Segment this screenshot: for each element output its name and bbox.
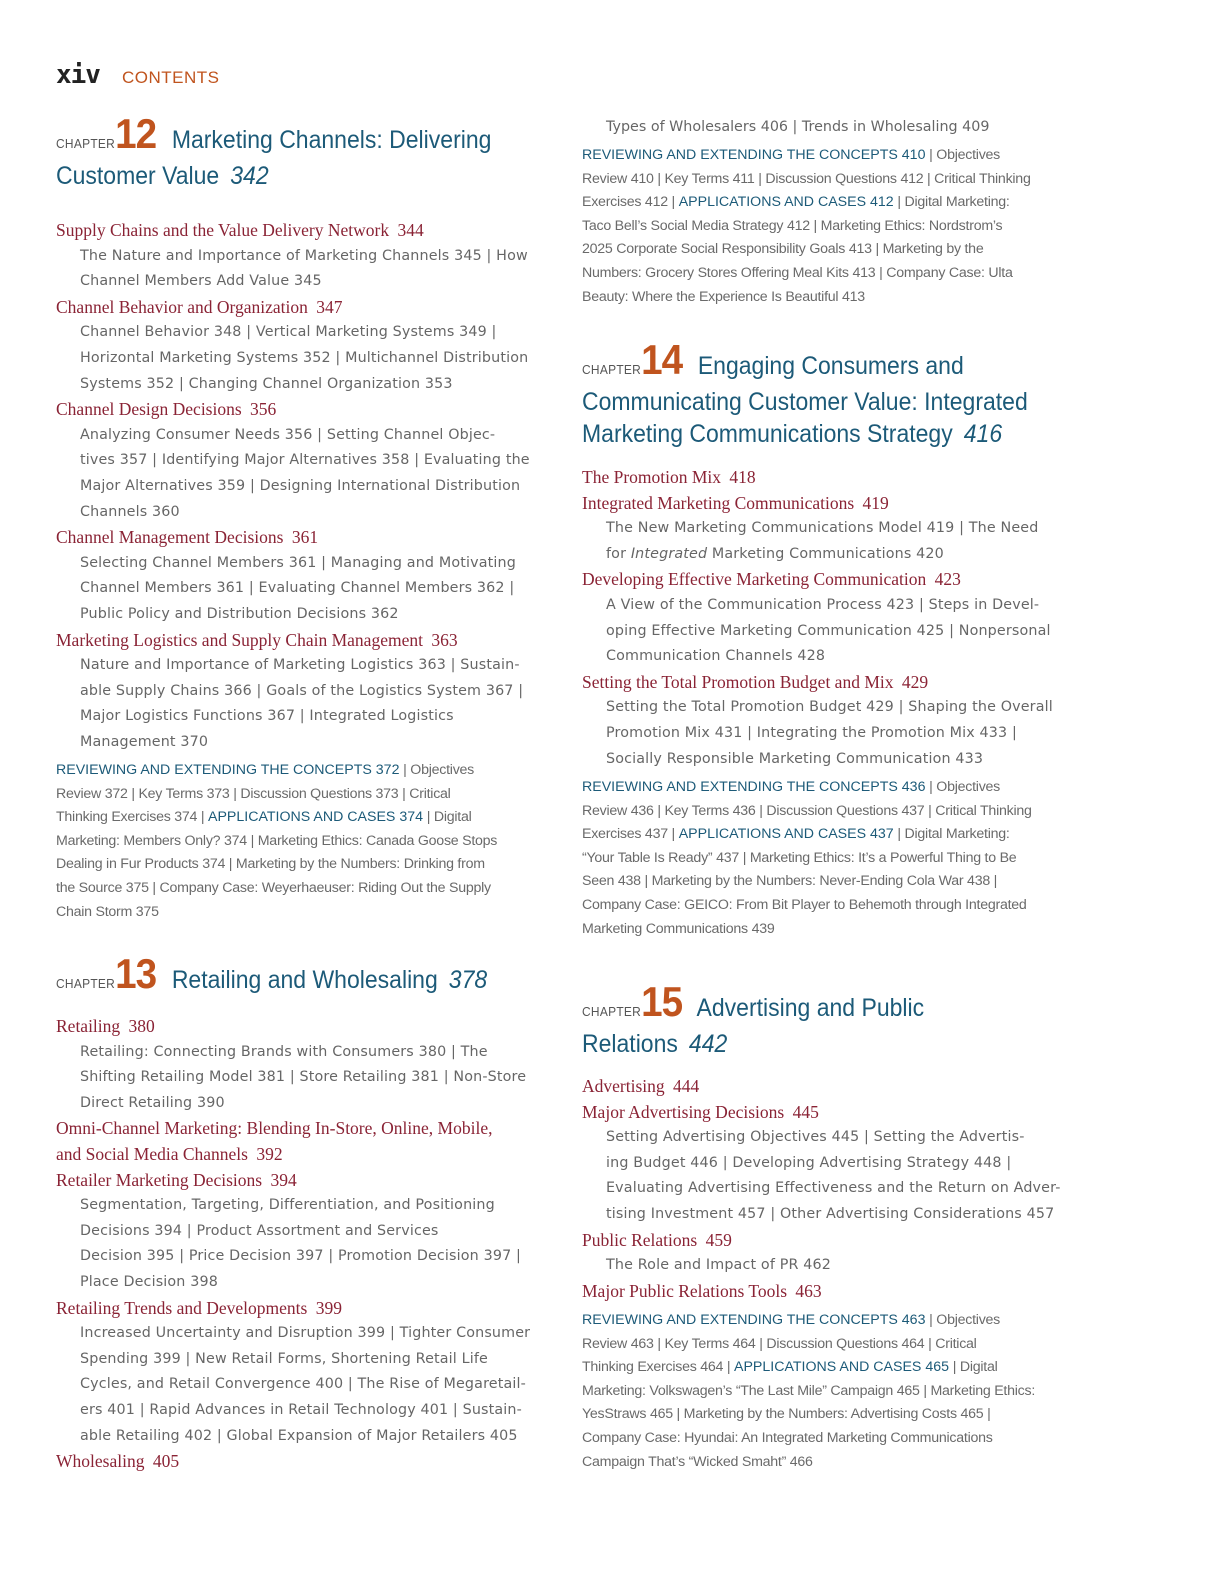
section-page: 394: [270, 1169, 297, 1190]
chapter-15-heading[interactable]: [582, 978, 1077, 1060]
subtopic-line: Direct Retailing 390: [80, 1094, 225, 1111]
section-title: Supply Chains and the Value Delivery Network: [56, 220, 390, 240]
section-page: 459: [705, 1229, 732, 1250]
subtopic-line: Nature and Importance of Marketing Logistics 363 | Sustain-: [80, 657, 520, 674]
chapter-15-sections: [582, 1074, 1077, 1304]
toc-section[interactable]: [56, 525, 551, 551]
toc-section[interactable]: [582, 1100, 1077, 1126]
chapter-title-line: Communicating Customer Value: Integrated: [582, 388, 1028, 416]
chapter-13-sections: [56, 1014, 551, 1475]
section-title: Developing Effective Marketing Communication: [582, 569, 927, 590]
review-line: Thinking Exercises 374 | APPLICATIONS AND CASES 374 | Digital: [56, 809, 472, 826]
review-line: “Your Table Is Ready” 437 | Marketing Ethics: It’s a Powerful Thing to Be: [582, 849, 1017, 866]
section-title: Advertising: [582, 1076, 665, 1096]
chapter-label: CHAPTER: [582, 1004, 642, 1019]
toc-section[interactable]: [582, 670, 1077, 696]
toc-section[interactable]: [56, 1296, 551, 1322]
subtopic-line: The New Marketing Communications Model 419 | The Need: [606, 520, 1039, 537]
section-title: The Promotion Mix: [582, 467, 722, 487]
section-title: Integrated Marketing Communications: [582, 492, 855, 513]
section-page: 429: [901, 671, 929, 692]
review-line: Marketing: Volkswagen’s “The Last Mile” Campaign 465 | Marketing Ethics:: [582, 1382, 1036, 1399]
section-title: Major Advertising Decisions: [582, 1101, 785, 1122]
subtopic-line: able Supply Chains 366 | Goals of the Logistics System 367 |: [80, 682, 524, 699]
subtopic-line: tives 357 | Identifying Major Alternatives 358 | Evaluating the: [80, 452, 530, 469]
subtopic-line: Decision 395 | Price Decision 397 | Promotion Decision 397 |: [80, 1248, 521, 1265]
toc-section[interactable]: [582, 465, 1077, 491]
review-line: YesStraws 465 | Marketing by the Numbers: Advertising Costs 465 |: [582, 1406, 991, 1423]
chapter-12-sections: [56, 218, 551, 755]
subtopic-line: Channel Members Add Value 345: [80, 273, 322, 290]
section-page: 463: [795, 1280, 822, 1301]
subtopic-line: The Nature and Importance of Marketing Channels 345 | How: [80, 247, 528, 264]
subtopic-line: Horizontal Marketing Systems 352 | Multichannel Distribution: [80, 349, 529, 366]
toc-section[interactable]: [56, 295, 551, 321]
chapter-13-continued: [582, 115, 1077, 141]
chapter-title-line: Engaging Consumers and: [697, 352, 964, 380]
chapter-12-title: [56, 110, 553, 192]
chapter-number: 13: [115, 950, 157, 997]
review-line: Review 372 | Key Terms 373 | Discussion Questions 373 | Critical: [56, 785, 451, 802]
running-head: [56, 60, 219, 90]
chapter-12-review: [56, 759, 551, 924]
review-line: Beauty: Where the Experience Is Beautiful 413: [582, 288, 865, 305]
chapter-title-line: Relations: [582, 1030, 678, 1058]
chapter-14-review: [582, 776, 1077, 941]
reviewing-concepts-link[interactable]: REVIEWING AND EXTENDING THE CONCEPTS 436: [582, 779, 926, 795]
chapter-13-title: [56, 950, 553, 1000]
review-line: Thinking Exercises 464 | APPLICATIONS AND CASES 465 | Digital: [582, 1359, 998, 1376]
section-title: Channel Design Decisions: [56, 399, 242, 420]
chapter-page: 442: [688, 1030, 728, 1058]
toc-section[interactable]: [582, 567, 1077, 593]
chapter-13-heading[interactable]: [56, 950, 551, 1000]
page-number: xiv: [56, 60, 100, 90]
subtopic-line: able Retailing 402 | Global Expansion of Major Retailers 405: [80, 1427, 518, 1444]
chapter-number: 14: [641, 336, 683, 383]
toc-section[interactable]: [56, 1449, 551, 1475]
subtopic-line: Selecting Channel Members 361 | Managing and Motivating: [80, 554, 516, 571]
section-title: Wholesaling: [56, 1451, 145, 1472]
review-line: Company Case: Hyundai: An Integrated Marketing Communications: [582, 1429, 993, 1446]
review-line: Marketing: Members Only? 374 | Marketing Ethics: Canada Goose Stops: [56, 832, 498, 849]
subtopic-line: Evaluating Advertising Effectiveness and the Return on Adver-: [606, 1180, 1061, 1197]
review-line: Dealing in Fur Products 374 | Marketing by the Numbers: Drinking from: [56, 856, 485, 873]
toc-section[interactable]: [56, 1116, 551, 1167]
review-line: Review 410 | Key Terms 411 | Discussion Questions 412 | Critical Thinking: [582, 170, 1031, 187]
section-title: Retailing Trends and Developments: [56, 1297, 308, 1318]
chapter-page: 378: [448, 966, 488, 994]
section-page: 361: [291, 527, 319, 548]
subtopic-line: Decisions 394 | Product Assortment and Services: [80, 1222, 439, 1239]
section-title: Major Public Relations Tools: [582, 1280, 788, 1301]
section-title: Setting the Total Promotion Budget and Mix: [582, 671, 894, 692]
toc-section[interactable]: [56, 628, 551, 654]
section-title: Marketing Logistics and Supply Chain Management: [56, 629, 423, 650]
subtopic-line: Promotion Mix 431 | Integrating the Promotion Mix 433 |: [606, 724, 1017, 741]
review-line: Taco Bell’s Social Media Strategy 412 | Marketing Ethics: Nordstrom’s: [582, 217, 1003, 234]
chapter-14-heading[interactable]: [582, 336, 1077, 450]
review-line: Numbers: Grocery Stores Offering Meal Kits 413 | Company Case: Ulta: [582, 264, 1013, 281]
chapter-label: CHAPTER: [56, 136, 116, 151]
subtopic-line: for Integrated Marketing Communications 420: [606, 545, 944, 562]
subtopic-line: Management 370: [80, 733, 209, 750]
section-page: 399: [315, 1297, 342, 1318]
section-page: 423: [934, 569, 961, 590]
section-title: Retailer Marketing Decisions: [56, 1169, 263, 1190]
subtopic-line: tising Investment 457 | Other Advertising Considerations 457: [606, 1205, 1055, 1222]
review-line: Campaign That’s “Wicked Smaht” 466: [582, 1453, 813, 1470]
section-title: Retailing: [56, 1016, 121, 1036]
chapter-title-line: Advertising and Public: [696, 994, 925, 1022]
subtopic-line: oping Effective Marketing Communication 425 | Nonpersonal: [606, 622, 1051, 639]
section-title: Public Relations: [582, 1229, 698, 1250]
review-line: Exercises 412 | APPLICATIONS AND CASES 412 | Digital Marketing:: [582, 194, 1010, 211]
review-line: REVIEWING AND EXTENDING THE CONCEPTS 463 | Objectives: [582, 1312, 1001, 1328]
chapter-title-line: Customer Value: [56, 162, 220, 190]
applications-cases-link[interactable]: APPLICATIONS AND CASES 465: [734, 1359, 949, 1376]
subtopic-line: Setting Advertising Objectives 445 | Setting the Advertis-: [606, 1129, 1025, 1146]
chapter-12-heading[interactable]: [56, 110, 551, 192]
subtopic-line: Channel Members 361 | Evaluating Channel Members 362 |: [80, 580, 515, 597]
chapter-title-line: Marketing Communications Strategy: [582, 420, 953, 448]
subtopic-line: The Role and Impact of PR 462: [606, 1257, 831, 1274]
subtopic-line: Communication Channels 428: [606, 648, 826, 665]
chapter-title-line: Marketing Channels: Delivering: [171, 126, 492, 154]
toc-section[interactable]: [582, 1228, 1077, 1254]
chapter-label: CHAPTER: [56, 976, 116, 991]
review-line: 2025 Corporate Social Responsibility Goals 413 | Marketing by the: [582, 241, 984, 258]
subtopic-line: Spending 399 | New Retail Forms, Shortening Retail Life: [80, 1350, 488, 1367]
toc-section[interactable]: [582, 491, 1077, 517]
toc-section[interactable]: [582, 1279, 1077, 1305]
subtopic-line: Analyzing Consumer Needs 356 | Setting Channel Objec-: [80, 426, 496, 443]
subtopic-line: Major Logistics Functions 367 | Integrated Logistics: [80, 708, 454, 725]
section-page: 405: [152, 1451, 180, 1472]
subtopic-line: Shifting Retailing Model 381 | Store Retailing 381 | Non-Store: [80, 1069, 527, 1086]
section-page: 444: [673, 1076, 700, 1096]
chapter-page: 342: [230, 162, 269, 190]
review-line: REVIEWING AND EXTENDING THE CONCEPTS 372 | Objectives: [56, 762, 475, 778]
subtopic-line: Channels 360: [80, 503, 180, 520]
section-page: 347: [316, 296, 343, 317]
subtopic-line: Setting the Total Promotion Budget 429 | Shaping the Overall: [606, 699, 1053, 716]
subtopic-line: A View of the Communication Process 423 | Steps in Devel-: [606, 596, 1040, 613]
chapter-14-title: [582, 336, 1079, 450]
toc-section[interactable]: [56, 1168, 551, 1194]
toc-section[interactable]: [56, 1014, 551, 1040]
reviewing-concepts-link[interactable]: REVIEWING AND EXTENDING THE CONCEPTS 410: [582, 147, 926, 163]
section-page: 418: [729, 467, 756, 487]
chapter-15-title: [582, 978, 1079, 1060]
subtopic-line: Retailing: Connecting Brands with Consumers 380 | The: [80, 1043, 488, 1060]
section-title: and Social Media Channels: [56, 1143, 248, 1164]
chapter-14-sections: [582, 465, 1077, 772]
review-line: Review 436 | Key Terms 436 | Discussion Questions 437 | Critical Thinking: [582, 802, 1032, 819]
subtopic-line: Cycles, and Retail Convergence 400 | The Rise of Megaretail-: [80, 1376, 526, 1393]
review-line: REVIEWING AND EXTENDING THE CONCEPTS 410 | Objectives: [582, 147, 1001, 163]
section-title: Channel Behavior and Organization: [56, 296, 308, 317]
review-line: Seen 438 | Marketing by the Numbers: Never-Ending Cola War 438 |: [582, 873, 998, 890]
review-line: Chain Storm 375: [56, 903, 159, 920]
subtopic-line: Segmentation, Targeting, Differentiation, and Positioning: [80, 1197, 495, 1214]
section-page: 344: [397, 220, 424, 240]
section-page: 419: [862, 492, 889, 513]
subtopic-line: Socially Responsible Marketing Communication 433: [606, 750, 984, 767]
review-line: REVIEWING AND EXTENDING THE CONCEPTS 436 | Objectives: [582, 779, 1001, 795]
section-page: 356: [250, 399, 277, 420]
section-name: CONTENTS: [121, 68, 220, 87]
review-line: Exercises 437 | APPLICATIONS AND CASES 437 | Digital Marketing:: [582, 826, 1010, 843]
subtopic-line: Place Decision 398: [80, 1273, 218, 1290]
section-page: 445: [792, 1101, 819, 1122]
subtopic-line: Types of Wholesalers 406 | Trends in Wholesaling 409: [606, 119, 990, 135]
subtopic-line: ing Budget 446 | Developing Advertising Strategy 448 |: [606, 1154, 1012, 1171]
section-page: 380: [128, 1016, 155, 1036]
chapter-13-review: [582, 144, 1077, 309]
subtopic-line: Systems 352 | Changing Channel Organization 353: [80, 375, 453, 392]
subtopic-line: Public Policy and Distribution Decisions 362: [80, 605, 399, 622]
section-title: Channel Management Decisions: [56, 527, 284, 548]
review-line: Review 463 | Key Terms 464 | Discussion Questions 464 | Critical: [582, 1335, 977, 1352]
chapter-number: 15: [641, 978, 683, 1025]
reviewing-concepts-link[interactable]: REVIEWING AND EXTENDING THE CONCEPTS 372: [56, 762, 400, 778]
chapter-title-line: Retailing and Wholesaling: [171, 966, 438, 994]
toc-section[interactable]: [56, 397, 551, 423]
section-page: 363: [431, 629, 458, 650]
toc-section[interactable]: [56, 218, 551, 244]
chapter-15-review: [582, 1309, 1077, 1474]
reviewing-concepts-link[interactable]: REVIEWING AND EXTENDING THE CONCEPTS 463: [582, 1312, 926, 1328]
review-line: the Source 375 | Company Case: Weyerhaeuser: Riding Out the Supply: [56, 879, 491, 896]
section-title: Omni-Channel Marketing: Blending In-Store, Online, Mobile,: [56, 1118, 493, 1139]
applications-cases-link[interactable]: APPLICATIONS AND CASES 437: [678, 826, 894, 843]
subtopic-line: Channel Behavior 348 | Vertical Marketing Systems 349 |: [80, 324, 497, 341]
toc-section[interactable]: [582, 1074, 1077, 1100]
applications-cases-link[interactable]: APPLICATIONS AND CASES 412: [678, 194, 894, 211]
chapter-page: 416: [963, 420, 1003, 448]
subtopic-line: ers 401 | Rapid Advances in Retail Technology 401 | Sustain-: [80, 1401, 522, 1418]
chapter-number: 12: [115, 110, 157, 157]
review-line: Company Case: GEICO: From Bit Player to Behemoth through Integrated: [582, 896, 1027, 913]
chapter-label: CHAPTER: [582, 362, 642, 377]
applications-cases-link[interactable]: APPLICATIONS AND CASES 374: [208, 809, 423, 826]
review-line: Marketing Communications 439: [582, 920, 775, 937]
subtopic-line: Increased Uncertainty and Disruption 399 | Tighter Consumer: [80, 1325, 531, 1342]
subtopic-line: Major Alternatives 359 | Designing International Distribution: [80, 477, 521, 494]
section-page: 392: [256, 1143, 283, 1164]
